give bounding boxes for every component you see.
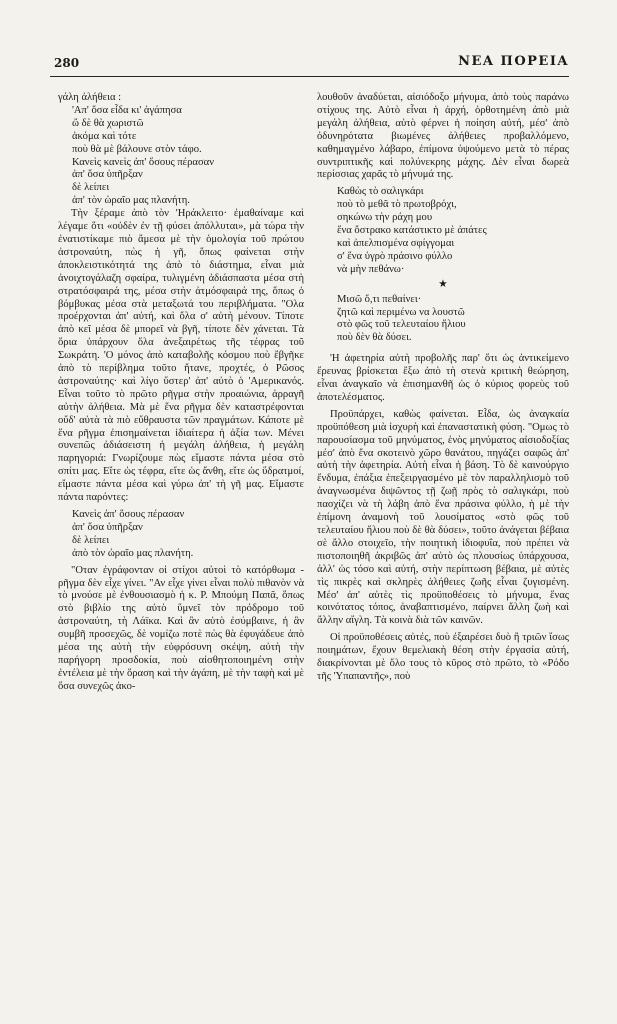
poem-excerpt-4 xyxy=(337,294,569,346)
poem-excerpt-1 xyxy=(72,105,304,208)
verse-line: ὤ δὲ θὰ χωριστῶ xyxy=(72,117,144,129)
left-column xyxy=(58,92,304,694)
paragraph: Οἱ προϋποθέσεις αὐτές, ποὺ ἐξαιρέσει δυὸ ἢ τριῶν ἴσως ποιημάτων, ἔχουν θεμελιακὴ θέση στὴν ἐργασία αὐτή, διακρίνονται μὲ ὅλο τους τὸ κῦρος στὸ πρῶτο, τὸ «Ρόδο τῆς 'Υπαπαντῆς», ποὺ xyxy=(317,632,569,682)
verse-line: Κανεὶς κανεὶς ἀπ' ὅσους πέρασαν xyxy=(72,156,215,168)
paragraph: Τὴν ξέραμε ἀπὸ τὸν 'Ηράκλειτο· ἐμαθαίναμε καὶ λέγαμε ὅτι «οὐδὲν ἐν τῇ φύσει ἀπόλλυται», μὰ τώρα τὴν ἐνατιστίκαμε πιὸ ἄμεσα μὲ τὴν ὁμολογία τοῦ πρώτου ἀστροναύτη, πὼς ἡ γῆ, ὅπως φαίνεται στὴν ἀποκλειστικότητά της ἀπὸ τὸ διάστημα, εἶναι μιὰ ἀνοιχτογάλαζη σφαίρα, τυλιγμένη ἀδιάσπαστα μέσα στὴ στρατόσφαιρά της, μέσα στὴν ἀτμόσφαιρά της, ὅπως ὁ βόμβυκας μέσα στὰ μεταξωτά του περιβλήματα. "Ολα προέρχονται ἀπ' αὐτή, καὶ ὅλα σ' αὐτὴ μένουν. Τίποτε ἀπὸ κεῖ μέσα δὲ μπορεῖ νὰ βγῆ, τίποτε δὲν χάνεται. Τὰ ὅρια ὑπάρχουν ὅλα ἀνεξαιρέτως τῆς τέφρας τοῦ Σωκράτη. 'Ο μόνος ἀπὸ καταβολῆς κόσμου ποὺ ἔβγῆκε ἀπὸ τὸ περίβλημα τοῦτο ἤτανε, προχτές, ὁ Ρῶσος ἀστροναύτης· καὶ λίγο ὕστερ' ἀπ' αὐτὸ ὁ 'Αμερικανός. Εἶναι τοῦτο τὸ πρῶτο ρῆγμα στὴν προαιώνια, ἀρραγῆ αὐτὴν ἀλήθεια. Μὰ μὲ ἕνα ρῆγμα δὲν καταστρέφονται οὔδ' αὐτὰ τὰ πιὸ εὔθραυστα τῶν πραγμάτων. Κάποτε μὲ ἕνα ρῆγμα ἐπισημαίνεται ἰδιαίτερα ἡ ἀξία των. Μένει συνεπῶς ἀδιάσειστη ἡ μεγάλη ἀλήθεια, ἡ μεγάλη παρηγοριά: Γνωρίζουμε πὼς εἴμαστε πάντα μέσα στὸ σπίτι μας. Εἴτε ὡς τέφρα, εἴτε ὡς ἄνθη, εἴτε ὡς ὕδρατμοί, εἴμαστε πάντα μέσα καὶ γύρω ἀπ' τὴ γῆ μας. Εἴμαστε πάντα παρόντες: xyxy=(58,208,304,504)
verse-line: ἀπ' ὅσα ὑπῆρξαν xyxy=(72,521,143,533)
verse-line: 'Απ' ὅσα εἶδα κι' ἀγάπησα xyxy=(72,104,182,116)
paragraph: Προϋπάρχει, καθὼς φαίνεται. Εἶδα, ὡς ἀναγκαία προϋπόθεση μιὰ ἰσχυρὴ καὶ ἐπαναστατικὴ φύση. "Ομως τὸ παρουσίασμα τοῦ μηνύματος, ἑνὸς μηνύματος αἰσιοδοξίας μέσ' ἀπὸ ἕνα σκοτεινὸ χῶρο θανάτου, πηγάζει σαφῶς ἀπ' αὐτὴ τὴν ἀφετηρία. Αὐτὴ εἶναι ἡ βάση. Τὸ δὲ καινούργιο ἔνδυμα, ἐπάξια ἐπεξειργασμένο μὲ τὸν παραλληλισμὸ τοῦ ἀναγνωσμένα διψῶντος τῇ ζωῇ πρὸς τὸ σαλιγκάρι, ποὺ πασχίζει νὰ τὴ λάβη ἀπὸ ἕνα πράσινα φύλλο, ἡ μὲ τὴν ἐπίμονη ἀναμονὴ τοῦ λουσίματος «στὸ φῶς τοῦ τελευταίου ἥλιου ποὺ δὲ θὰ δύσει», τοῦτο ἀνάγεται βέβαια σὲ ἄλλο στοιχεῖο, τὴν ποιητικὴ ἰδιοφυΐα, ποὺ πρέπει νὰ πιστοποιηθῆ ἀκριβῶς ἀπ' αὐτὸ ὡς πλουσίως ὑπάρχουσα, ἀλλ' ὡς τόσο καὶ αὐτή, στὴν περίπτωση βέβαια, μὲ αὐτὲς τὶς πικρὲς καὶ σκληρὲς ἀλήθειες ζωῆς εἶναι ζυγισμένη. Μέσ' ἀπ' αὐτὲς τὶς προϋποθέσεις τὸ μήνυμα, ἕνας κοινότατος τόπος, ἀναβαπτισμένο, παίρνει ἄλλη ζωὴ καὶ ἄλλην αἴγλη. Τὰ κοινὰ διὰ τῶν καινῶν. xyxy=(317,408,569,627)
intro-line: γάλη ἀλήθεια : xyxy=(58,92,122,103)
poem-excerpt-2 xyxy=(72,509,304,561)
verse-line: δὲ λείπει xyxy=(72,534,110,546)
verse-line: στὸ φῶς τοῦ τελευταίου ἥλιου xyxy=(337,319,466,331)
verse-line: Μισῶ ὅ,τι πεθαίνει· xyxy=(337,293,422,305)
verse-line: νὰ μὴν πεθάνω· xyxy=(337,263,405,275)
verse-line: ἀκόμα καὶ τότε xyxy=(72,130,137,142)
page-number: 280 xyxy=(54,56,80,70)
verse-line: Καθὼς τὸ σαλιγκάρι xyxy=(337,186,424,198)
verse-line: Κανεὶς ἀπ' ὅσους πέρασαν xyxy=(72,509,185,520)
verse-line: καὶ ἀπελπισμένα σφίγγομαι xyxy=(337,237,455,249)
verse-line: σ' ἕνα ὑγρὸ πράσινο φύλλο xyxy=(337,250,453,262)
verse-line: ποὺ τὸ μεθᾶ τὸ πρωτοβρόχι, xyxy=(337,199,457,211)
verse-line: ζητῶ καὶ περιμένω να λουστῶ xyxy=(337,306,465,318)
verse-line: ἀπὸ τὸν ὡραῖο μας πλανήτη. xyxy=(72,547,194,559)
paragraph: 'Η ἀφετηρία αὐτὴ προβολῆς παρ' ὅτι ὡς ἀντικείμενο ἔρευνας βρίσκεται ἔξω ἀπὸ τὴ στενὰ κριτικὴ θεώρηση, εἶναι ἀναγκαῖο νὰ ἐπισημανθῆ ὡς ὁ κύριος φορεὺς τοῦ ἀποτελέσματος. xyxy=(317,353,569,403)
poem-excerpt-3 xyxy=(337,186,569,276)
verse-line: ποὺ δὲν θὰ δύσει. xyxy=(337,332,412,344)
paragraph: "Οταν ἐγράφονταν οἱ στίχοι αὐτοὶ τὸ κατόρθωμα - ρῆγμα δὲν εἶχε γίνει. "Αν εἶχε γίνει εἶναι πολὺ πιθανὸν νὰ τὸ μνούσε μὲ ἐνθουσιασμὸ ἡ κ. Ρ. Μπούμη Παπᾶ, ὅπως στὸ βιβλίο της αὐτὸ ὕμνεῖ τὸν πρόδρομο τοῦ ἀστροναύτη, τὴ Λάϊκα. Καὶ ἂν αὐτὸ ἐσύμβαινε, ἡ ἂν συμβῆ προσεχῶς, δὲ νομίζω ποτὲ πὼς θὰ ἐφυγάδευε ἀπὸ μέσα της αὐτὴ τὴν εὐφρόσυνη σκέψη, αὐτὴ τὴν παρήγορη προσδοκία, ποὺ αἰσθητοποιημένη στὴν ἐντέλεια μὲ τὴν ὅραση καὶ τὴν ἀγάπη, μὲ τὴν ταφὴ καὶ μὲ ὅσα συνεχῶς ἀκο- xyxy=(58,564,304,692)
verse-line: ποὺ θὰ μὲ βάλουνε στὸν τάφο. xyxy=(72,143,202,155)
verse-line: ἀπ' ὅσα ὑπῆρξαν xyxy=(72,169,143,181)
right-column xyxy=(317,92,569,684)
running-title: ΝΕΑ ΠΟΡΕΙΑ xyxy=(458,54,569,69)
verse-line: δὲ λείπει xyxy=(72,182,110,194)
page-header xyxy=(50,52,569,77)
verse-line: ἕνα ὄστρακο κατάστικτο μὲ ἀπάτες xyxy=(337,225,487,237)
paragraph: λουθοῦν ἀναδύεται, αἰσιόδοξο μήνυμα, ἀπὸ τοὺς παράνω στίχους της. Αὐτὸ εἶναι ἡ ἀρχή, ὀρθοτημένη ἀπὸ μιὰ μεγάλη ἀλήθεια, αὐτὸ φέρνει ἡ ποίηση αὐτή, μέσ' ἀπὸ ὀδυνηρότατα βιωμένες ἀλήθειες προβαλλόμενο, καθημαγμένο λάβαρο, ἐπίμονα ὑψούμενο μετὰ τὸ πέρας συντριπτικῆς καὶ πολύνεκρης μάχης. Δὲν εἶναι δωρεὰ περίσσιας χαρᾶς τὸ μήνυμά της. xyxy=(317,92,569,181)
verse-line: σηκώνω τὴν ράχη μου xyxy=(337,212,433,224)
star-separator-icon: ★ xyxy=(438,278,448,290)
verse-line: ἀπ' τὸν ὡραῖο μας πλανήτη. xyxy=(72,195,190,207)
